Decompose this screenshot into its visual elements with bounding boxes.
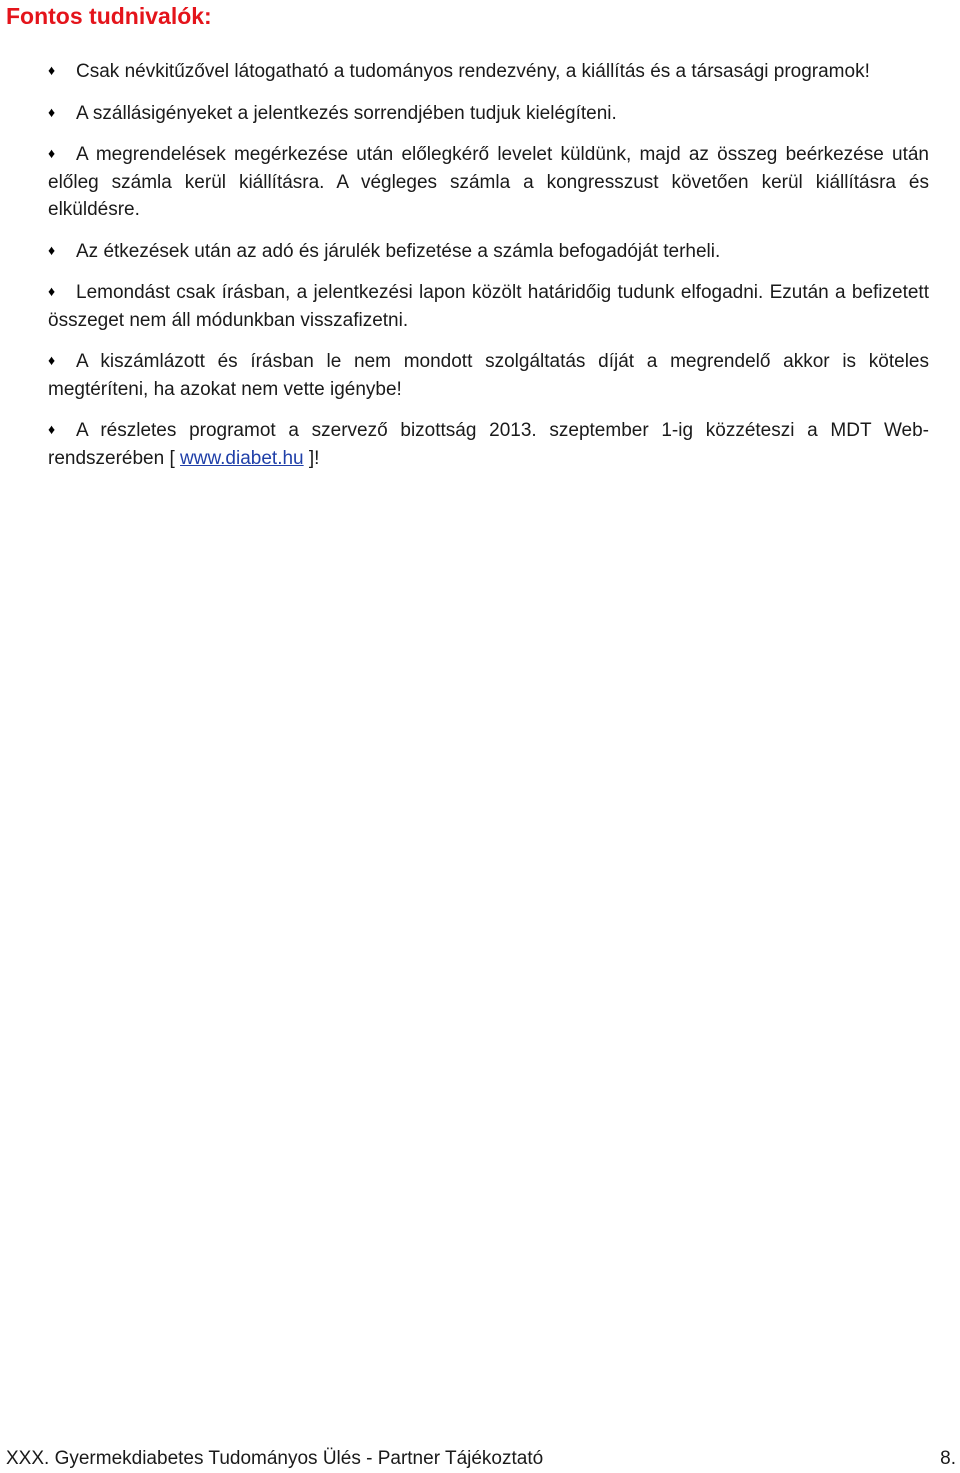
list-item: [48, 140, 929, 224]
list-item-text: A részletes programot a szervező bizottság 2013. szeptember 1-ig közzéteszi a MDT Web-rendszerében [: [48, 420, 929, 469]
list-item-text: Az étkezések után az adó és járulék befizetése a számla befogadóját terheli.: [76, 240, 721, 262]
list-item-text: Csak névkitűzővel látogatható a tudományos rendezvény, a kiállítás és a társasági programok!: [76, 61, 870, 82]
list-item-text-end: ]!: [303, 447, 320, 469]
diamond-bullet-icon: ♦: [48, 103, 56, 120]
website-link[interactable]: www.diabet.hu: [180, 447, 304, 469]
list-item: [48, 99, 929, 128]
diamond-bullet-icon: ♦: [48, 283, 56, 299]
list-item: [48, 57, 929, 86]
list-item: [48, 237, 929, 266]
page-heading: Fontos tudnivalók:: [6, 3, 212, 29]
diamond-bullet-icon: ♦: [48, 421, 56, 437]
notice-list: [48, 57, 929, 472]
diamond-bullet-icon: ♦: [48, 145, 56, 161]
diamond-bullet-icon: ♦: [48, 241, 56, 258]
list-item-text: A kiszámlázott és írásban le nem mondott szolgáltatás díját a megrendelő akkor is köteles megtéríteni, ha azokat nem vette igénybe!: [48, 351, 929, 400]
list-item: [48, 416, 929, 472]
footer-title: XXX. Gyermekdiabetes Tudományos Ülés - Partner Tájékoztató: [6, 1448, 544, 1469]
page-footer: [0, 1444, 960, 1473]
list-item-text: Lemondást csak írásban, a jelentkezési lapon közölt határidőig tudunk elfogadni. Ezután a befizetett összeget nem áll módunkban visszafizetni.: [48, 282, 929, 331]
diamond-bullet-icon: ♦: [48, 62, 56, 78]
list-item-text: A szállásigényeket a jelentkezés sorrendjében tudjuk kielégíteni.: [76, 102, 617, 124]
page-number: 8.: [940, 1448, 956, 1469]
diamond-bullet-icon: ♦: [48, 352, 56, 368]
list-item: [48, 347, 929, 403]
list-item-text: A megrendelések megérkezése után előlegkérő levelet küldünk, majd az összeg beérkezése után előleg számla kerül kiállításra. A végleges számla a kongresszust követően kerül kiállításra és elküldésre.: [48, 144, 929, 220]
list-item: [48, 278, 929, 334]
